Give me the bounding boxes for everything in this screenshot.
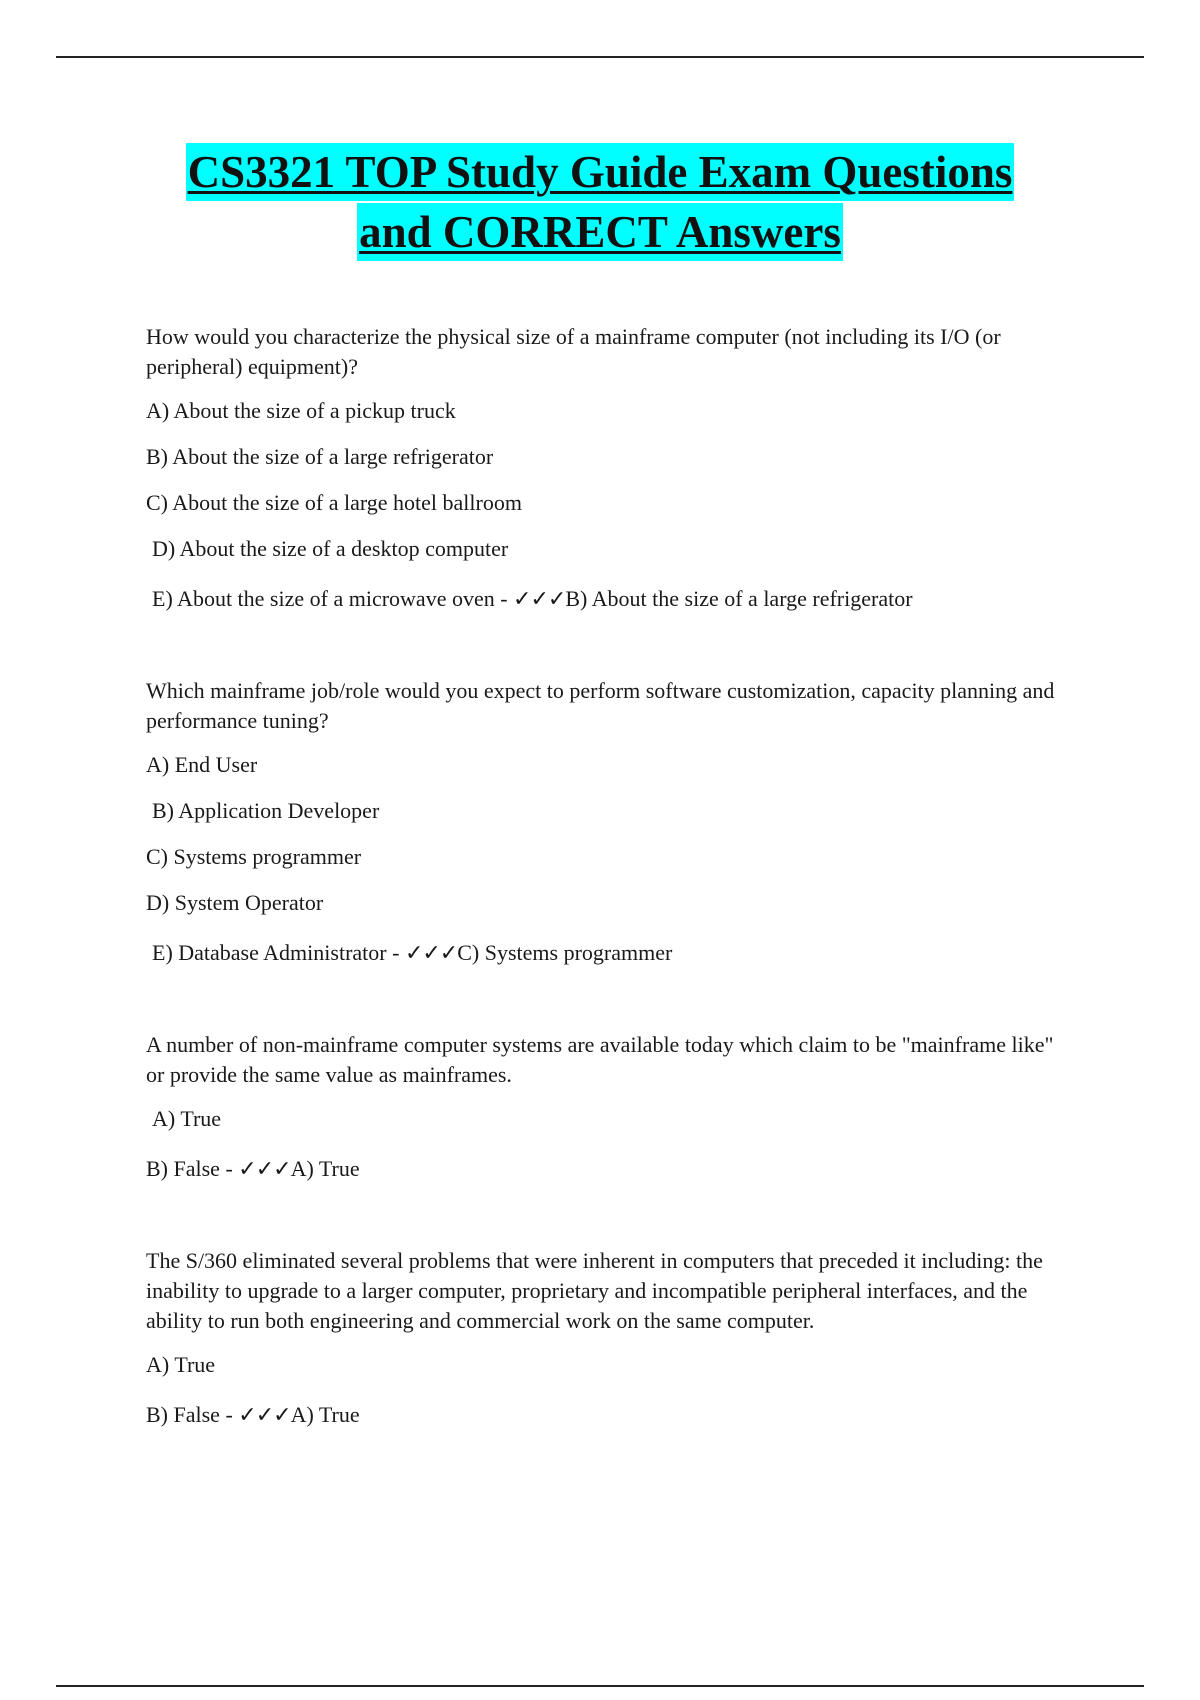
answer-option: A) About the size of a pickup truck: [146, 398, 456, 423]
answer-line: [146, 1154, 1066, 1184]
answer-option: C) Systems programmer: [146, 844, 362, 869]
questions-list: [146, 322, 1066, 1492]
question-block: [146, 1030, 1066, 1184]
question-text: Which mainframe job/role would you expect to perform software customization, capacity planning and performance tuning?: [146, 678, 1055, 733]
question-block: [146, 322, 1066, 614]
answer-line: [146, 938, 1066, 968]
question-block: [146, 676, 1066, 968]
answer-option: A) End User: [146, 752, 258, 777]
question-text: A number of non-mainframe computer systems are available today which claim to be "mainframe like" or provide the same value as mainframes.: [146, 1032, 1054, 1087]
answer-option: E) About the size of a microwave oven -: [152, 586, 514, 611]
checkmark-icon: ✓✓✓: [238, 1402, 291, 1427]
answer-option: A) True: [152, 1106, 222, 1131]
page-title: [80, 143, 1120, 263]
answer-option: C) About the size of a large hotel ballroom: [146, 490, 522, 515]
title-line-1: CS3321 TOP Study Guide Exam Questions: [186, 143, 1015, 201]
correct-answer: B) About the size of a large refrigerator: [565, 586, 913, 611]
answer-option: D) About the size of a desktop computer: [152, 536, 509, 561]
title-line-2: and CORRECT Answers: [357, 203, 843, 261]
answer-option: B) False -: [146, 1402, 239, 1427]
question-text: The S/360 eliminated several problems that were inherent in computers that preceded it including: the inability to upgrade to a larger computer, proprietary and incompatible peripheral interfaces, and the ability to run both engineering and commercial work on the same computer.: [146, 1248, 1043, 1333]
checkmark-icon: ✓✓✓: [238, 1156, 291, 1181]
top-rule: [56, 56, 1144, 58]
answer-option: D) System Operator: [146, 890, 324, 915]
checkmark-icon: ✓✓✓: [404, 940, 458, 965]
answer-option: B) False -: [146, 1156, 239, 1181]
question-block: [146, 1246, 1066, 1430]
question-text: How would you characterize the physical size of a mainframe computer (not including its I/O (or peripheral) equipment)?: [146, 324, 1001, 379]
answer-line: [146, 584, 1066, 614]
checkmark-icon: ✓✓✓: [513, 586, 566, 611]
answer-option: E) Database Administrator -: [152, 940, 405, 965]
correct-answer: A) True: [290, 1402, 360, 1427]
answer-option: B) Application Developer: [152, 798, 380, 823]
bottom-rule: [56, 1685, 1144, 1687]
answer-option: B) About the size of a large refrigerator: [146, 444, 494, 469]
correct-answer: C) Systems programmer: [457, 940, 673, 965]
correct-answer: A) True: [290, 1156, 360, 1181]
answer-option: A) True: [146, 1352, 216, 1377]
answer-line: [146, 1400, 1066, 1430]
